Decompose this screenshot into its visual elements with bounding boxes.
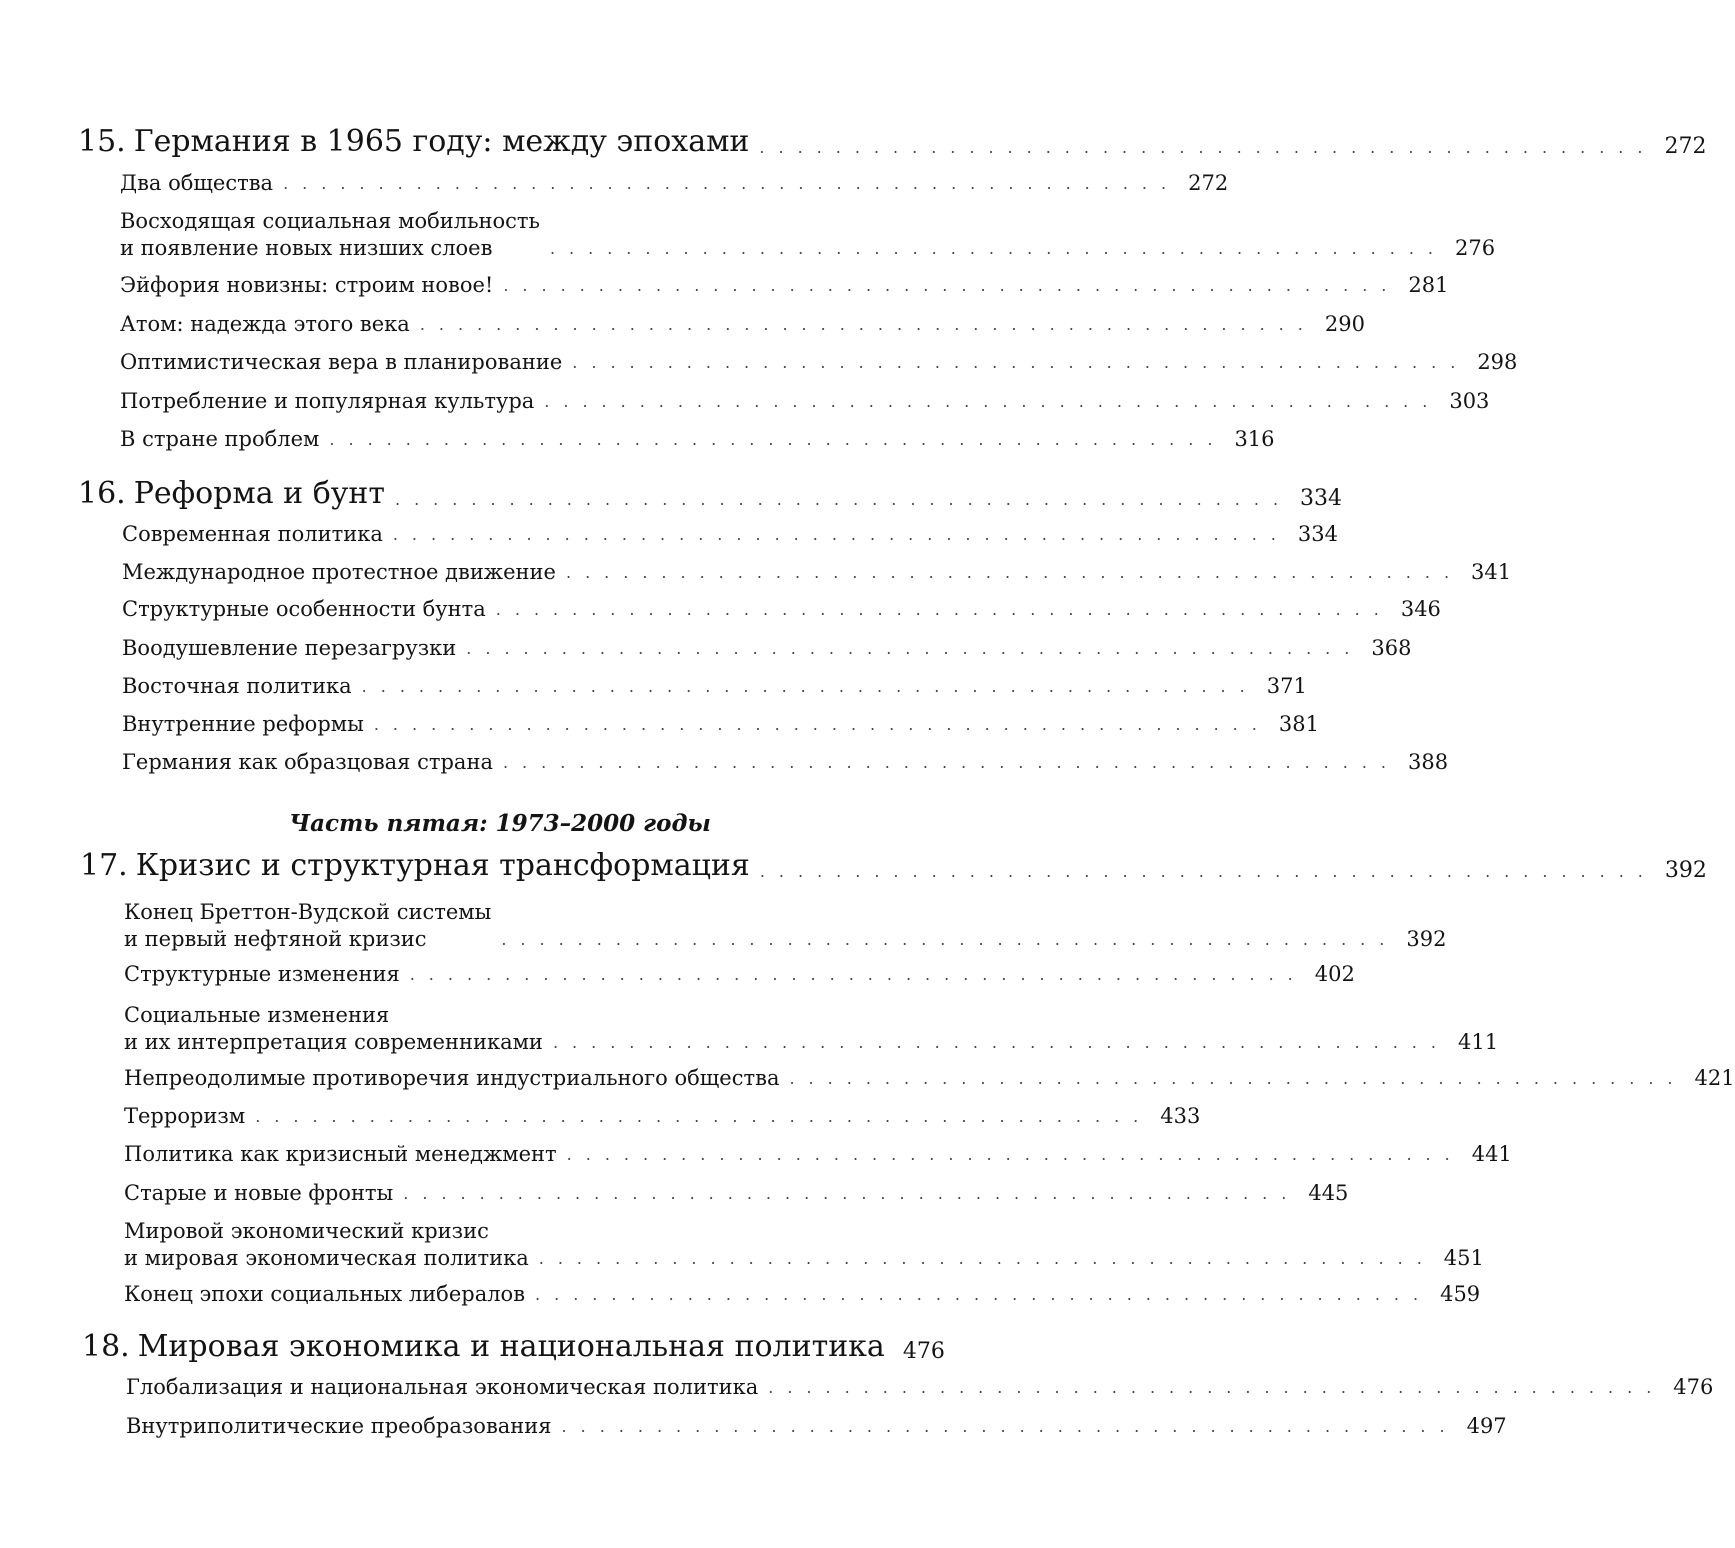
chapter-number: 18. <box>82 1329 130 1364</box>
chapter-heading <box>82 1329 945 1366</box>
page-number: 459 <box>1440 1282 1481 1306</box>
page-number: 441 <box>1471 1142 1512 1166</box>
section-entry <box>124 1218 1484 1272</box>
section-title: Германия как образцовая страна <box>122 750 493 774</box>
page-number: 476 <box>902 1338 945 1364</box>
page-number: 298 <box>1477 350 1518 374</box>
section-entry <box>124 962 1355 988</box>
section-entry <box>124 1181 1349 1207</box>
page-number: 290 <box>1324 312 1365 336</box>
dot-leader: ............................................... <box>255 1107 1153 1127</box>
section-title: Внутренние реформы <box>122 712 364 736</box>
section-title: В стране проблем <box>120 427 320 451</box>
section-title: Глобализация и национальная экономическая политика <box>126 1375 759 1399</box>
page-number: 281 <box>1408 273 1449 297</box>
section-title-line-2: и появление новых низших слоев <box>120 235 493 260</box>
section-entry <box>122 636 1412 662</box>
dot-leader: ............................................... <box>403 1184 1301 1204</box>
section-entry <box>124 1142 1512 1168</box>
section-entry <box>124 1282 1481 1308</box>
page-number: 381 <box>1278 712 1319 736</box>
dot-leader: ............................................... <box>552 1033 1450 1053</box>
dot-leader: ............................................... <box>549 239 1447 259</box>
section-title: Эйфория новизны: строим новое! <box>120 273 494 297</box>
section-entry <box>126 1414 1507 1440</box>
dot-leader: ............................................... <box>373 715 1271 735</box>
section-title: Политика как кризисный менеджмент <box>124 1142 557 1166</box>
dot-leader: ............................................... <box>535 1285 1433 1305</box>
section-entry <box>122 522 1338 548</box>
section-entry <box>120 273 1449 299</box>
page-number: 392 <box>1664 857 1707 883</box>
dot-leader: ............................................... <box>395 490 1293 509</box>
page-number: 272 <box>1664 133 1707 159</box>
part-heading: Часть пятая: 1973–2000 годы <box>289 810 711 837</box>
chapter-heading <box>80 848 1707 885</box>
section-title: Оптимистическая вера в планирование <box>120 350 563 374</box>
section-title: Два общества <box>120 171 274 195</box>
dot-leader: ............................................... <box>572 353 1470 373</box>
chapter-title: Реформа и бунт <box>133 476 385 511</box>
section-title: Терроризм <box>124 1104 246 1128</box>
section-entry <box>122 597 1441 623</box>
section-title: Восточная политика <box>122 674 352 698</box>
section-title-line-2: и первый нефтяной кризис <box>124 926 427 951</box>
chapter-number: 16. <box>78 476 126 511</box>
page-number: 433 <box>1160 1104 1201 1128</box>
dot-leader: ............................................... <box>501 930 1399 950</box>
dot-leader: ............................................... <box>283 174 1181 194</box>
page-number: 316 <box>1234 427 1275 451</box>
section-entry <box>126 1375 1714 1401</box>
section-entry <box>122 674 1307 700</box>
dot-leader: ............................................... <box>565 563 1464 583</box>
dot-leader: ............................................... <box>768 1378 1666 1398</box>
section-title: Потребление и популярная культура <box>120 389 535 413</box>
dot-leader: ............................................... <box>361 677 1259 697</box>
page-number: 451 <box>1443 1246 1484 1271</box>
section-entry <box>124 1002 1499 1056</box>
page-number: 368 <box>1371 636 1412 660</box>
section-entry <box>120 350 1518 376</box>
dot-leader: ............................................... <box>789 1069 1687 1089</box>
page-number: 421 <box>1694 1066 1735 1090</box>
chapter-title: Мировая экономика и национальная политика <box>137 1329 885 1364</box>
dot-leader: ............................................... <box>544 392 1442 412</box>
dot-leader: ............................................... <box>566 1145 1464 1165</box>
section-entry <box>120 427 1275 453</box>
chapter-heading <box>78 476 1343 513</box>
section-title: Структурные особенности бунта <box>122 597 486 621</box>
dot-leader: ............................................... <box>503 276 1401 296</box>
section-title: Конец эпохи социальных либералов <box>124 1282 526 1306</box>
page-number: 388 <box>1408 750 1449 774</box>
page-number: 497 <box>1466 1414 1507 1438</box>
section-title: Старые и новые фронты <box>124 1181 394 1205</box>
section-title-line-2: и мировая экономическая политика <box>124 1245 529 1270</box>
chapter-heading <box>78 124 1707 161</box>
section-entry <box>122 560 1512 586</box>
dot-leader: ............................................... <box>392 525 1290 545</box>
page-number: 371 <box>1266 674 1307 698</box>
section-entry <box>120 312 1365 338</box>
section-title-line-1: Мировой экономический кризис <box>124 1219 489 1243</box>
chapter-title: Германия в 1965 году: между эпохами <box>133 124 750 159</box>
dot-leader: ............................................... <box>502 753 1401 773</box>
page-number: 411 <box>1457 1030 1499 1055</box>
section-entry <box>122 750 1449 776</box>
section-title-line-1: Социальные изменения <box>124 1003 390 1027</box>
dot-leader: ............................................... <box>409 965 1307 985</box>
page-number: 346 <box>1400 597 1441 621</box>
section-entry <box>122 712 1319 738</box>
dot-leader: ............................................... <box>329 430 1227 450</box>
section-title-line-2: и их интерпретация современниками <box>124 1029 543 1054</box>
page-number: 303 <box>1449 389 1490 413</box>
page-number: 341 <box>1471 560 1512 584</box>
section-entry <box>124 1066 1735 1092</box>
section-title: Внутриполитические преобразования <box>126 1414 552 1438</box>
section-title: Международное протестное движение <box>122 560 556 584</box>
section-title: Атом: надежда этого века <box>120 312 410 336</box>
page-number: 476 <box>1673 1375 1714 1399</box>
page-number: 276 <box>1455 236 1496 261</box>
dot-leader: ............................................... <box>759 138 1657 157</box>
section-title: Структурные изменения <box>124 962 400 986</box>
section-title: Воодушевление перезагрузки <box>122 636 457 660</box>
section-title: Непреодолимые противоречия индустриального общества <box>124 1066 780 1090</box>
section-title-line-1: Конец Бреттон-Вудской системы <box>124 900 492 924</box>
chapter-number: 15. <box>78 124 126 159</box>
page-number: 334 <box>1300 485 1343 511</box>
section-entry <box>120 208 1496 262</box>
page-number: 392 <box>1406 927 1447 952</box>
dot-leader: ............................................... <box>759 862 1657 881</box>
page-number: 402 <box>1314 962 1355 986</box>
dot-leader: ............................................... <box>466 639 1364 659</box>
page-number: 334 <box>1297 522 1338 546</box>
page-number: 272 <box>1188 171 1229 195</box>
section-title: Современная политика <box>122 522 383 546</box>
section-entry <box>120 171 1229 197</box>
page-number: 445 <box>1308 1181 1349 1205</box>
section-title-line-1: Восходящая социальная мобильность <box>120 209 540 233</box>
section-entry <box>120 389 1490 415</box>
chapter-number: 17. <box>80 848 128 883</box>
dot-leader: ............................................... <box>495 600 1393 620</box>
dot-leader: ............................................... <box>419 315 1317 335</box>
section-entry <box>124 1104 1201 1130</box>
dot-leader: ............................................... <box>561 1417 1459 1437</box>
dot-leader: ............................................... <box>538 1249 1436 1269</box>
chapter-title: Кризис и структурная трансформация <box>135 848 750 883</box>
section-entry <box>124 899 1447 953</box>
